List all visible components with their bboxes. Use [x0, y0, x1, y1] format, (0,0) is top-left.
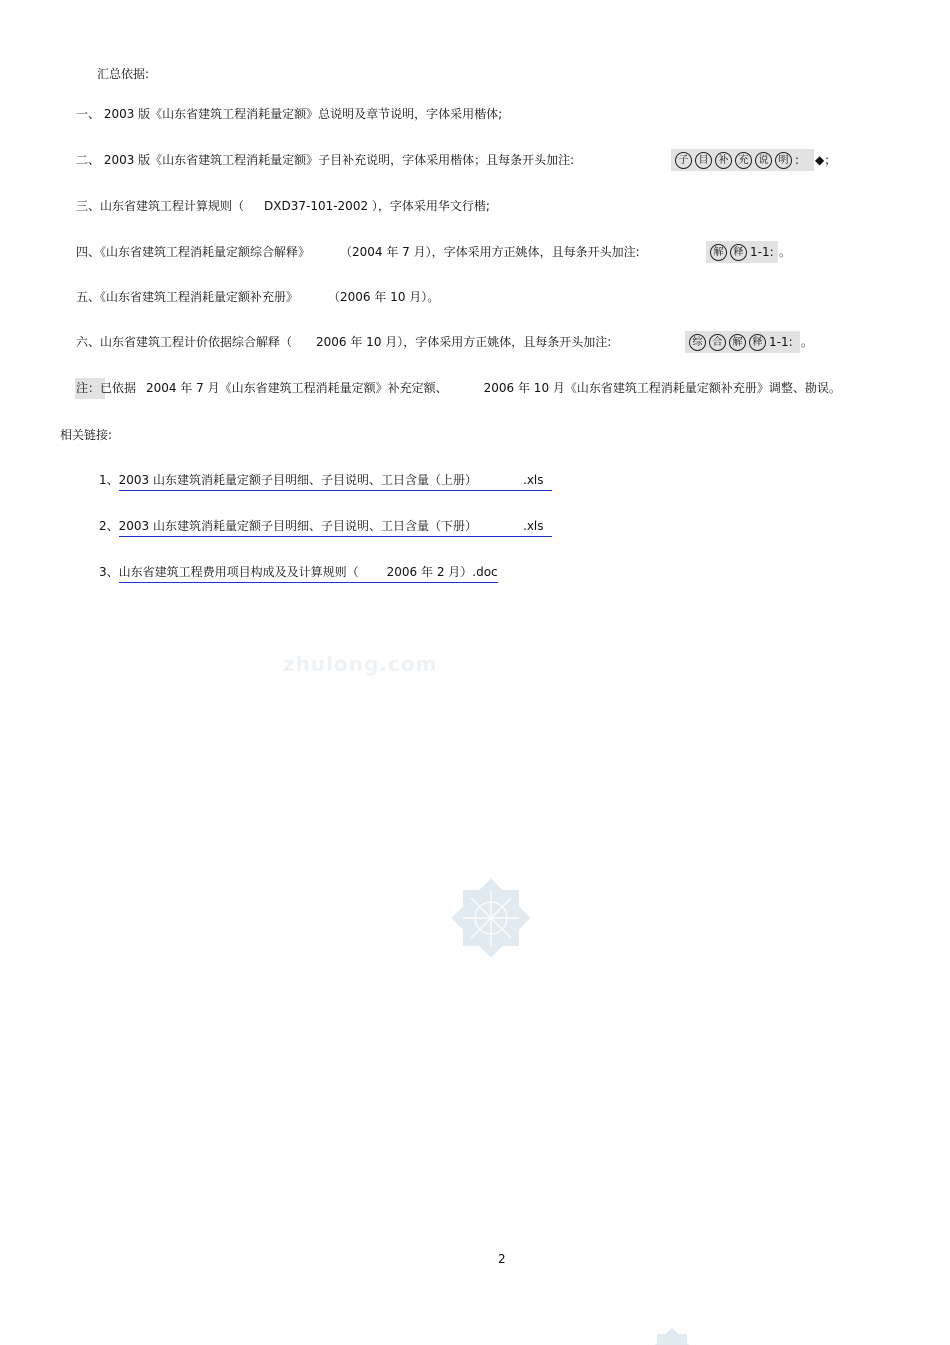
links-heading: 相关链接: [60, 428, 113, 442]
watermark-logo-icon [435, 862, 547, 974]
watermark-text: zhulong.com [283, 652, 438, 676]
link-item-2[interactable] [99, 517, 552, 537]
circled-char: 合 [709, 334, 726, 351]
item-4-text-b: （2004 年 7 月），字体采用方正姚体，且每条开头加注: [340, 245, 640, 259]
circled-char: 明 [775, 152, 792, 169]
note-text-c: 2006 年 10 月《山东省建筑工程消耗量定额补充册》调整、勘误。 [483, 381, 841, 395]
page-number: 2 [498, 1252, 506, 1266]
marker-suffix: 1-1: [769, 335, 793, 349]
item-5-text-b: （2006 年 10 月）。 [328, 290, 440, 304]
circled-char: 解 [729, 334, 746, 351]
link-number: 3、 [99, 565, 119, 579]
marker-suffix: 1-1: [750, 245, 774, 259]
note-line [76, 379, 841, 397]
item-6-text-b: 2006 年 10 月），字体采用方正姚体，且每条开头加注: [316, 335, 612, 349]
circled-char: 子 [675, 152, 692, 169]
item-6-tail: 。 [801, 335, 814, 349]
link-1-anchor[interactable]: 2003 山东建筑消耗量定额子目明细、子目说明、工日含量（上册） .xls [119, 471, 552, 491]
link-number: 1、 [99, 473, 119, 487]
note-text-b: 2004 年 7 月《山东省建筑工程消耗量定额》补充定额、 [146, 381, 448, 395]
circled-char: 综 [689, 334, 706, 351]
basis-item-2: 二、 2003 版《山东省建筑工程消耗量定额》子目补充说明，字体采用楷体；且每条开头加注: [76, 153, 575, 167]
basis-item-3 [76, 197, 490, 215]
link-number: 2、 [99, 519, 119, 533]
watermark-logo-bottom-icon [642, 1326, 702, 1345]
basis-item-4 [76, 243, 640, 261]
circled-char: 说 [755, 152, 772, 169]
link-item-3[interactable] [99, 563, 498, 583]
item-4-tail: 。 [779, 245, 792, 259]
diamond-suffix: ◆； [815, 153, 837, 167]
circled-char: 解 [710, 244, 727, 261]
circled-char: 释 [730, 244, 747, 261]
marker-colon: : [795, 153, 800, 167]
circled-char: 释 [749, 334, 766, 351]
link-3-anchor[interactable]: 山东省建筑工程费用项目构成及及计算规则（ 2006 年 2 月）.doc [119, 563, 498, 583]
item-3-text-b: DXD37-101-2002 ），字体采用华文行楷; [264, 199, 490, 213]
basis-item-5 [76, 288, 439, 306]
item-3-text-a: 三、山东省建筑工程计算规则（ [76, 199, 245, 213]
basis-item-1: 一、 2003 版《山东省建筑工程消耗量定额》总说明及章节说明，字体采用楷体; [76, 107, 503, 121]
item-6-text-a: 六、山东省建筑工程计价依据综合解释（ [76, 335, 293, 349]
subitem-note-marker [671, 149, 814, 171]
circled-char: 充 [735, 152, 752, 169]
link-2-anchor[interactable]: 2003 山东建筑消耗量定额子目明细、子目说明、工日含量（下册） .xls [119, 517, 552, 537]
item-4-text-a: 四、《山东省建筑工程消耗量定额综合解释》 [76, 245, 311, 259]
note-text-a: 注：已依据 [76, 381, 137, 395]
item-5-text-a: 五、《山东省建筑工程消耗量定额补充册》 [76, 290, 299, 304]
basis-item-6 [76, 333, 611, 351]
link-item-1[interactable] [99, 471, 552, 491]
summary-heading: 汇总依据: [97, 67, 150, 81]
interpretation-marker [706, 241, 778, 263]
circled-char: 补 [715, 152, 732, 169]
circled-char: 目 [695, 152, 712, 169]
comprehensive-marker [685, 331, 800, 353]
